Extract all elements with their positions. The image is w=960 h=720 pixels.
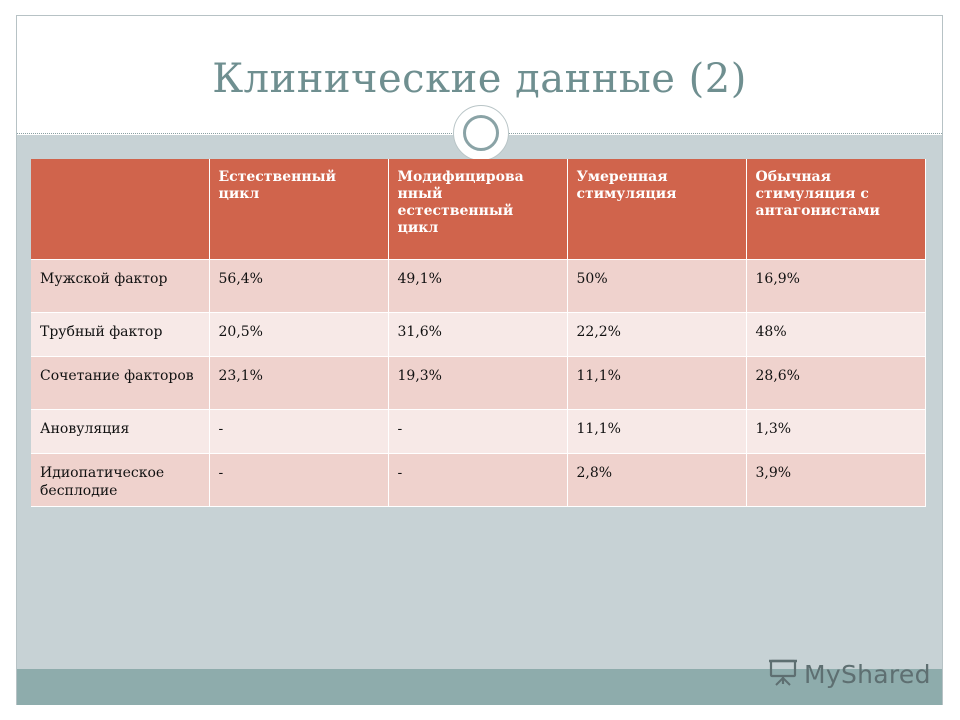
circle-ornament-ring <box>463 115 499 151</box>
row-label: Мужской фактор <box>31 259 209 312</box>
presentation-board-icon <box>768 657 798 691</box>
table-cell: 16,9% <box>746 259 925 312</box>
table-row <box>31 409 925 453</box>
table-cell: 48% <box>746 312 925 356</box>
table-cell: 22,2% <box>567 312 746 356</box>
table-cell: 28,6% <box>746 356 925 409</box>
table-row <box>31 453 925 506</box>
table-cell: 56,4% <box>209 259 388 312</box>
header-cell-natural-cycle: Естественный цикл <box>209 159 388 259</box>
table-cell: 20,5% <box>209 312 388 356</box>
row-label: Трубный фактор <box>31 312 209 356</box>
table-cell: 19,3% <box>388 356 567 409</box>
table-cell: 31,6% <box>388 312 567 356</box>
header-cell-empty <box>31 159 209 259</box>
table-header-row <box>31 159 925 259</box>
row-label: Сочетание факторов <box>31 356 209 409</box>
table-row <box>31 259 925 312</box>
myshared-logo <box>768 657 931 691</box>
header-cell-conventional-stimulation: Обычная стимуляция с антагонистами <box>746 159 925 259</box>
table-cell: 11,1% <box>567 356 746 409</box>
table-cell: - <box>388 409 567 453</box>
table-cell: 23,1% <box>209 356 388 409</box>
row-label: Ановуляция <box>31 409 209 453</box>
table-cell: 3,9% <box>746 453 925 506</box>
table-cell: - <box>209 453 388 506</box>
table-row <box>31 356 925 409</box>
clinical-data-table <box>31 159 926 507</box>
table-cell: - <box>388 453 567 506</box>
table-cell: - <box>209 409 388 453</box>
table-cell: 11,1% <box>567 409 746 453</box>
table-row <box>31 312 925 356</box>
myshared-logo-text: MyShared <box>804 659 931 689</box>
slide-title: Клинические данные (2) <box>212 56 747 102</box>
table-cell: 49,1% <box>388 259 567 312</box>
table-cell: 50% <box>567 259 746 312</box>
header-cell-modified-natural-cycle: Модифицирова нный естественный цикл <box>388 159 567 259</box>
circle-ornament-icon <box>453 105 509 161</box>
table-cell: 1,3% <box>746 409 925 453</box>
table-cell: 2,8% <box>567 453 746 506</box>
row-label: Идиопатическое бесплодие <box>31 453 209 506</box>
header-cell-mild-stimulation: Умеренная стимуляция <box>567 159 746 259</box>
